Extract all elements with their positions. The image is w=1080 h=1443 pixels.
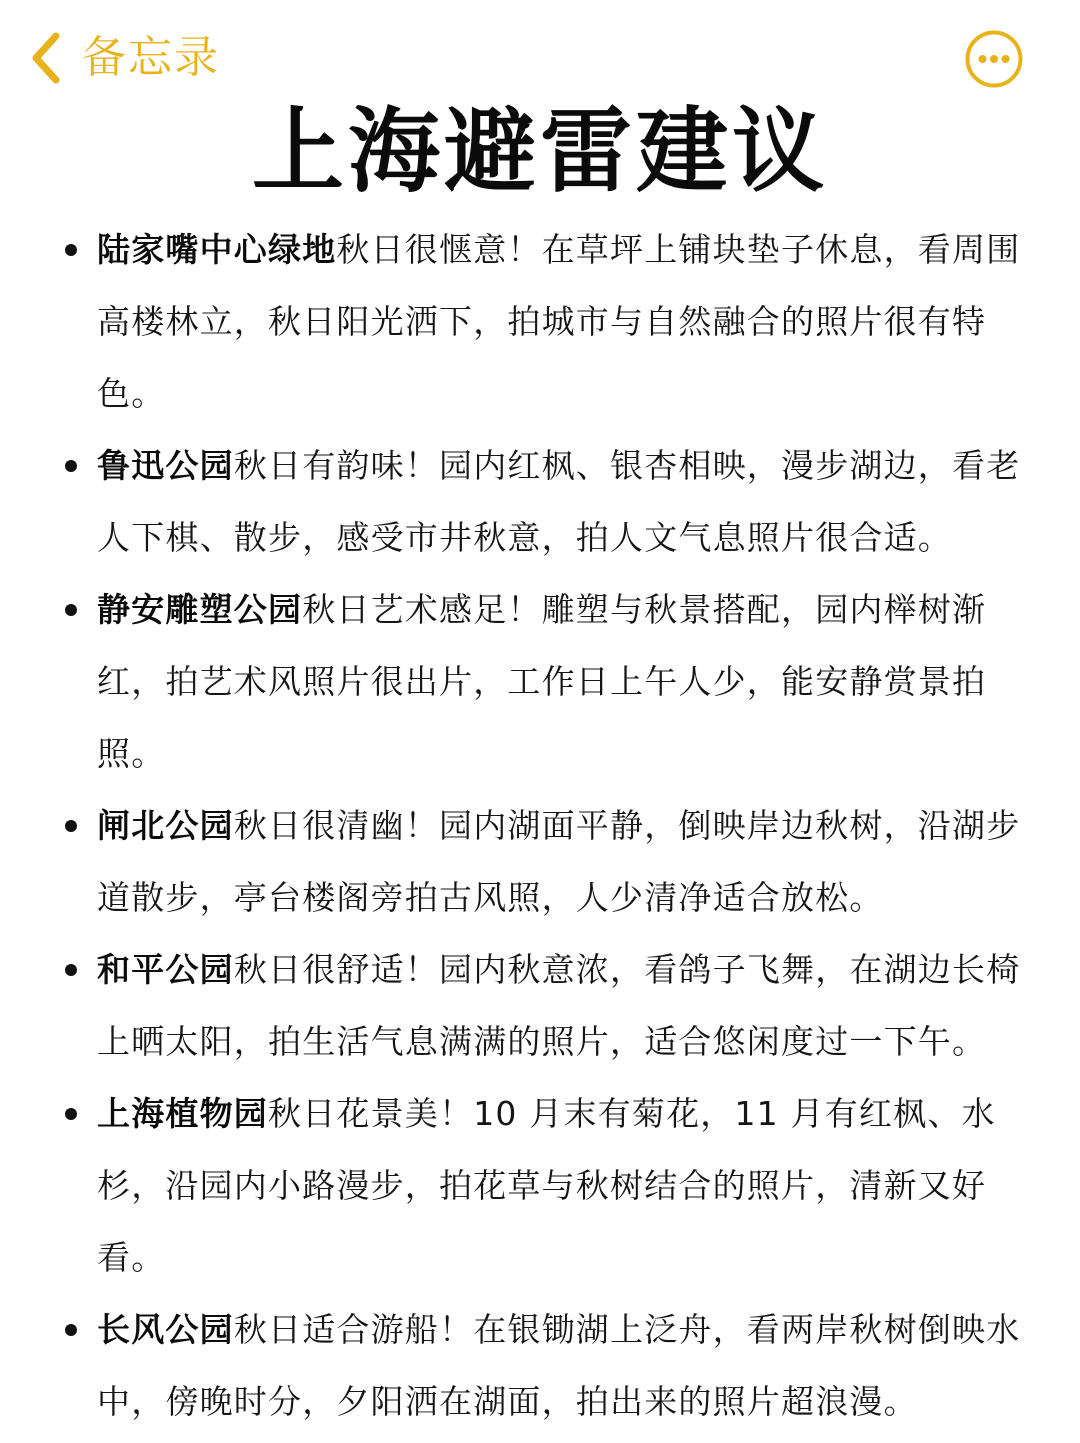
place-description: 秋日很惬意！在草坪上铺块垫子休息，看周围高楼林立，秋日阳光洒下，拍城市与自然融合的照片很有特色。 [97, 230, 1021, 413]
place-name: 长风公园 [97, 1310, 234, 1349]
list-item [60, 1294, 1050, 1438]
list-item [60, 214, 1050, 430]
place-name: 鲁迅公园 [97, 446, 234, 485]
place-description: 秋日很舒适！园内秋意浓，看鸽子飞舞，在湖边长椅上晒太阳，拍生活气息满满的照片，适合悠闲度过一下午。 [97, 950, 1021, 1061]
back-button[interactable] [28, 26, 220, 90]
list-item [60, 934, 1050, 1078]
place-name: 和平公园 [97, 950, 234, 989]
note-body-list[interactable] [60, 214, 1050, 1438]
place-name: 静安雕塑公园 [97, 590, 303, 629]
bullet [65, 1108, 77, 1120]
bullet [65, 820, 77, 832]
place-name: 上海植物园 [97, 1094, 268, 1133]
chevron-left-icon [28, 30, 64, 86]
back-button-label: 备忘录 [82, 32, 220, 83]
bullet [65, 1324, 77, 1336]
more-horizontal-circle-icon [964, 29, 1024, 89]
place-name: 闸北公园 [97, 806, 234, 845]
list-item [60, 430, 1050, 574]
note-title: 上海避雷建议 [251, 98, 828, 205]
list-item [60, 790, 1050, 934]
place-description: 秋日艺术感足！雕塑与秋景搭配，园内榉树渐红，拍艺术风照片很出片，工作日上午人少，能安静赏景拍照。 [97, 590, 987, 773]
place-name: 陆家嘴中心绿地 [97, 230, 337, 269]
place-description: 秋日有韵味！园内红枫、银杏相映，漫步湖边，看老人下棋、散步，感受市井秋意，拍人文气息照片很合适。 [97, 446, 1021, 557]
place-description: 秋日适合游船！在银锄湖上泛舟，看两岸秋树倒映水中，傍晚时分，夕阳洒在湖面，拍出来的照片超浪漫。 [97, 1310, 1021, 1421]
bullet [65, 964, 77, 976]
place-description: 秋日很清幽！园内湖面平静，倒映岸边秋树，沿湖步道散步，亭台楼阁旁拍古风照，人少清净适合放松。 [97, 806, 1021, 917]
more-options-button[interactable] [964, 29, 1024, 89]
bullet [65, 604, 77, 616]
bullet [65, 460, 77, 472]
list-item [60, 1078, 1050, 1294]
place-description: 秋日花景美！10 月末有菊花，11 月有红枫、水杉，沿园内小路漫步，拍花草与秋树结合的照片，清新又好看。 [97, 1094, 996, 1277]
list-item [60, 574, 1050, 790]
bullet [65, 244, 77, 256]
